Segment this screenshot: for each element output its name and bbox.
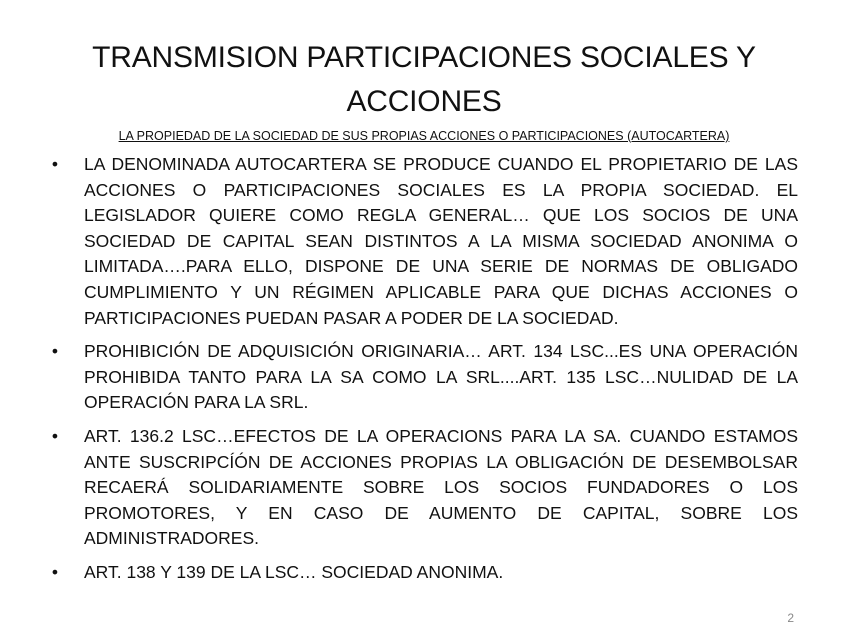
bullet-dot-icon: • bbox=[51, 561, 59, 582]
bullet-dot-icon: • bbox=[51, 425, 59, 446]
bullet-text-4: ART. 138 Y 139 DE LA LSC… SOCIEDAD ANONIMA. bbox=[84, 561, 504, 582]
bullet-item-2 bbox=[48, 339, 798, 416]
bullet-item-4 bbox=[48, 560, 798, 586]
bullet-list bbox=[48, 152, 798, 594]
slide-title: TRANSMISION PARTICIPACIONES SOCIALES Y ACCIONES bbox=[92, 41, 756, 118]
bullet-text-1: LA DENOMINADA AUTOCARTERA SE PRODUCE CUANDO EL PROPIETARIO DE LAS ACCIONES O PARTICIPACIONES SOCIALES ES LA PROPIA SOCIEDAD. EL LEGISLADOR QUIERE COMO REGLA GENERAL… QUE LOS SOCIOS DE UNA SOCIEDAD DE CAPITAL SEAN DISTINTOS A LA MISMA SOCIEDAD ANONIMA O LIMITADA….PARA ELLO, DISPONE DE UNA SERIE DE NORMAS DE OBLIGADO CUMPLIMIENTO Y UN RÉGIMEN APLICABLE PARA QUE DICHAS ACCIONES O PARTICIPACIONES PUEDAN PASAR A PODER DE LA SOCIEDAD. bbox=[84, 154, 798, 328]
bullet-text-3: ART. 136.2 LSC…EFECTOS DE LA OPERACIONS PARA LA SA. CUANDO ESTAMOS ANTE SUSCRIPCÍÓN DE ACCIONES PROPIAS LA OBLIGACIÓN DE DESEMBOLSAR RECAERÁ SOLIDARIAMENTE SOBRE LOS SOCIOS FUNDADORES O LOS PROMOTORES, Y EN CASO DE AUMENTO DE CAPITAL, SOBRE LOS ADMINISTRADORES. bbox=[84, 425, 798, 549]
bullet-dot-icon: • bbox=[51, 341, 59, 362]
bullet-text-2: PROHIBICIÓN DE ADQUISICIÓN ORIGINARIA… ART. 134 LSC...ES UNA OPERACIÓN PROHIBIDA TANTO PARA LA SA COMO LA SRL....ART. 135 LSC…NULIDAD DE LA OPERACIÓN PARA LA SRL. bbox=[84, 341, 798, 413]
bullet-dot-icon: • bbox=[51, 154, 59, 174]
slide-subtitle: LA PROPIEDAD DE LA SOCIEDAD DE SUS PROPIAS ACCIONES O PARTICIPACIONES (AUTOCARTERA) bbox=[118, 129, 730, 143]
page-number: 2 bbox=[787, 611, 794, 625]
bullet-item-3 bbox=[48, 424, 798, 552]
bullet-item-1 bbox=[48, 152, 798, 331]
